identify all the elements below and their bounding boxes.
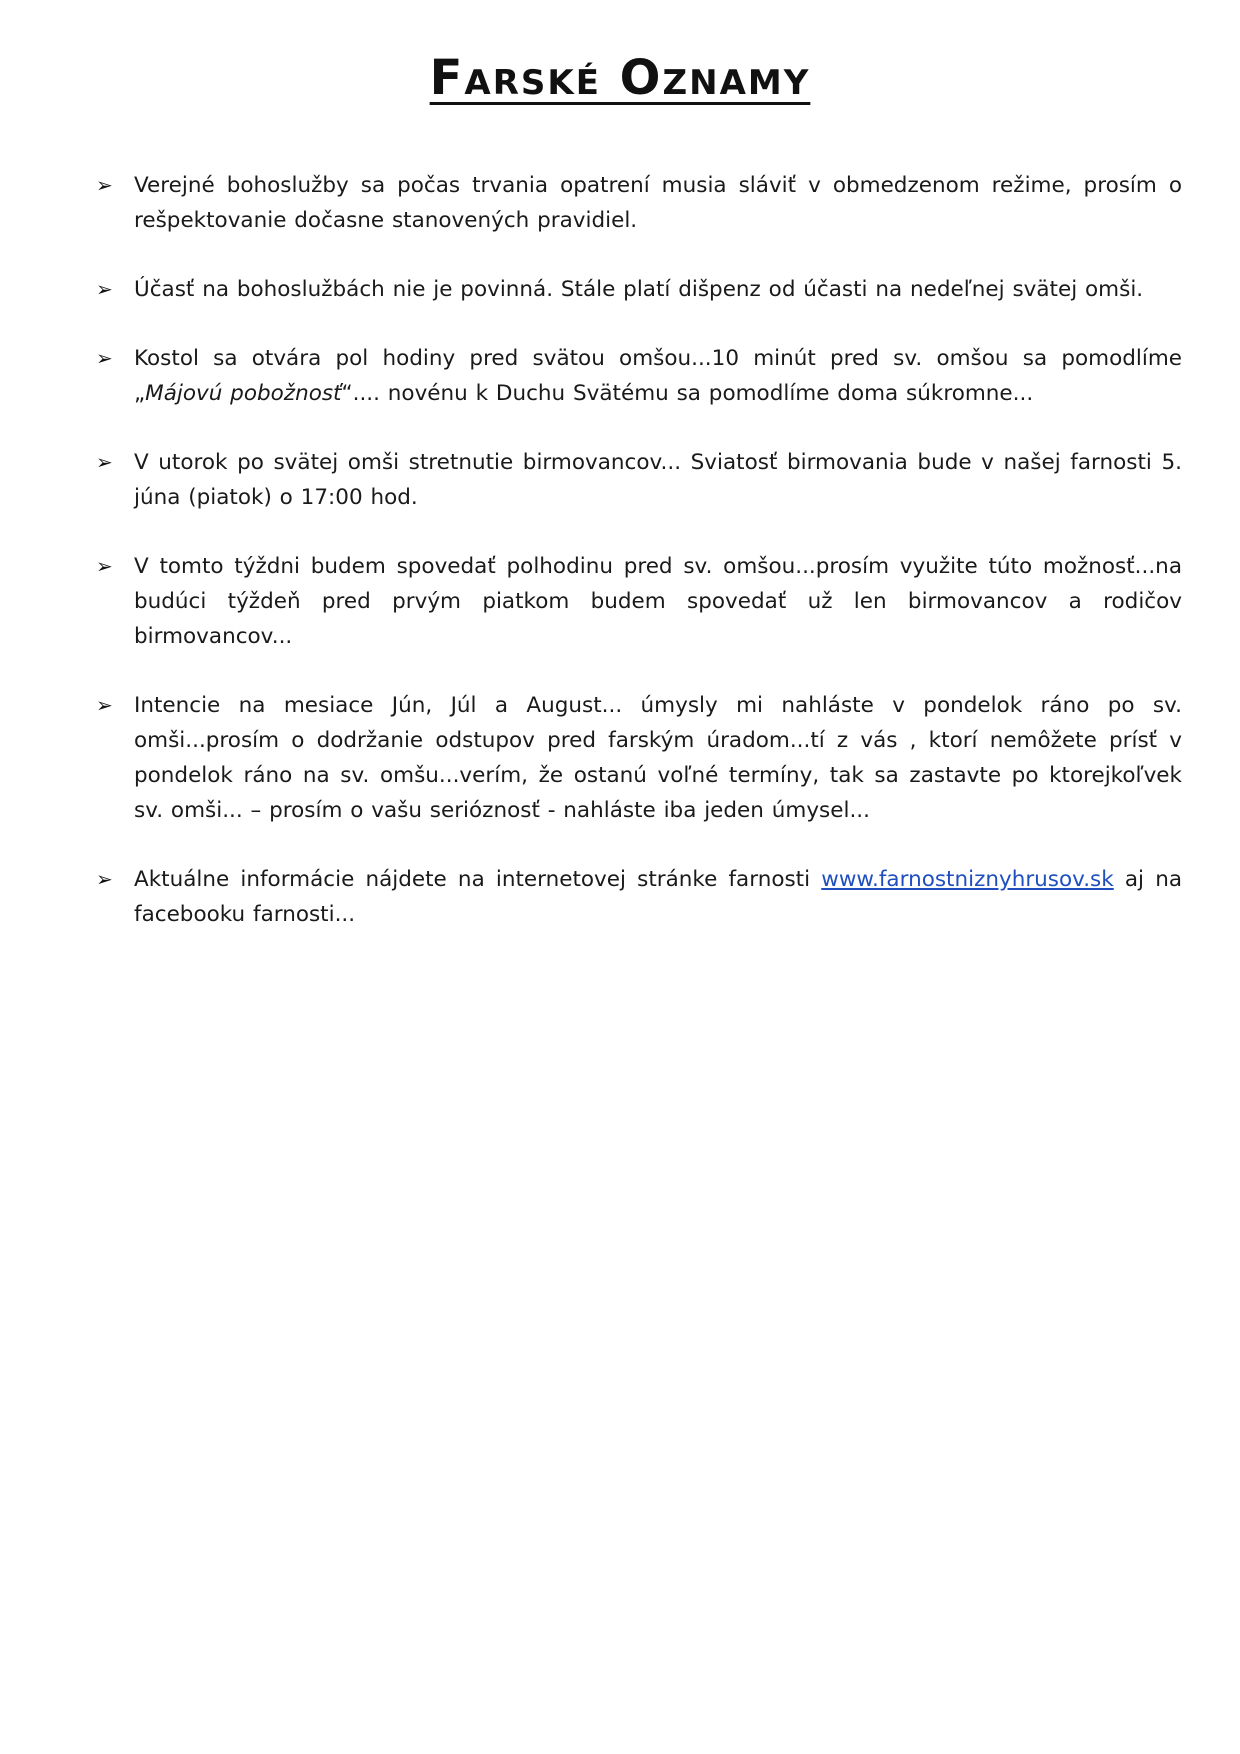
announcement-text: Verejné bohoslužby sa počas trvania opatrení musia sláviť v obmedzenom režime, prosím o rešpektovanie dočasne stanovených pravidiel. [134, 173, 1182, 233]
page-title-text: Farské Oznamy [429, 50, 811, 106]
announcement-text-part: Aktuálne informácie nájdete na internetovej stránke farnosti [134, 867, 822, 892]
announcement-item [96, 341, 1182, 411]
announcement-text-part: “.... novénu k Duchu Svätému sa pomodlíme doma súkromne... [341, 381, 1034, 406]
arrow-bullet-icon: ➢ [96, 277, 113, 301]
arrow-bullet-icon: ➢ [96, 554, 113, 578]
announcement-text-part: aj na facebooku farnosti... [134, 867, 1182, 927]
announcement-item [96, 862, 1182, 932]
announcement-text [134, 341, 1182, 411]
arrow-bullet-icon: ➢ [96, 450, 113, 474]
announcement-item [96, 168, 1182, 238]
arrow-bullet-icon: ➢ [96, 173, 113, 197]
page-title [0, 50, 1240, 106]
announcement-item [96, 549, 1182, 654]
parish-website-link[interactable]: www.farnostniznyhrusov.sk [821, 867, 1114, 892]
announcement-item [96, 688, 1182, 828]
announcement-list [96, 168, 1182, 966]
announcement-text-part: Kostol sa otvára pol hodiny pred svätou omšou...10 minút pred sv. omšou sa pomodlíme „ [134, 346, 1182, 406]
announcement-text: V utorok po svätej omši stretnutie birmovancov... Sviatosť birmovania bude v našej farnosti 5. júna (piatok) o 17:00 hod. [134, 450, 1182, 510]
announcement-text: V tomto týždni budem spovedať polhodinu pred sv. omšou...prosím využite túto možnosť...na budúci týždeň pred prvým piatkom budem spovedať už len birmovancov a rodičov birmovancov... [134, 554, 1182, 649]
arrow-bullet-icon: ➢ [96, 693, 113, 717]
announcement-item [96, 272, 1182, 307]
announcement-item [96, 445, 1182, 515]
arrow-bullet-icon: ➢ [96, 867, 113, 891]
announcement-text [134, 862, 1182, 932]
arrow-bullet-icon: ➢ [96, 346, 113, 370]
announcement-text: Intencie na mesiace Jún, Júl a August... úmysly mi nahláste v pondelok ráno po sv. omši...prosím o dodržanie odstupov pred farským úradom...tí z vás , ktorí nemôžete prísť v pondelok ráno na sv. omšu...verím, že ostanú voľné termíny, tak sa zastavte po ktorejkoľvek sv. omši... – prosím o vašu serióznosť - nahláste iba jeden úmysel... [134, 693, 1182, 823]
announcement-text: Účasť na bohoslužbách nie je povinná. Stále platí dišpenz od účasti na nedeľnej svätej omši. [134, 277, 1144, 302]
announcement-italic-text: Májovú pobožnosť [145, 381, 342, 406]
